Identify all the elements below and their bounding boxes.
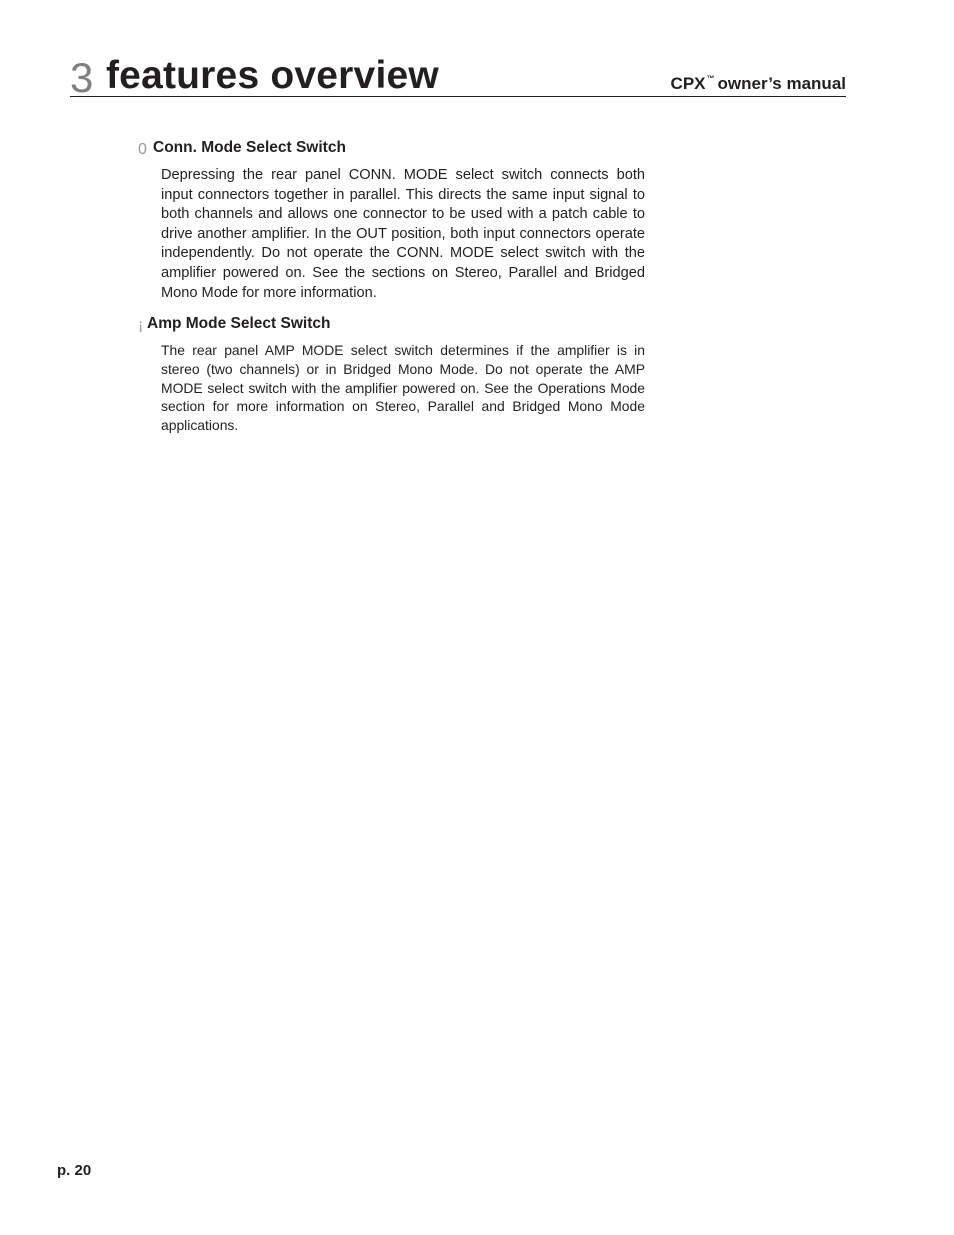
manual-suffix: owner’s manual (717, 74, 846, 93)
section-title: Conn. Mode Select Switch (153, 139, 346, 156)
section-heading (138, 138, 646, 160)
trademark-symbol: ™ (706, 74, 715, 83)
chapter-number: 3 (70, 54, 94, 101)
section-marker: ¡ (138, 317, 144, 334)
page-header (70, 54, 846, 101)
section-marker: 0 (138, 141, 147, 158)
section-body: Depressing the rear panel CONN. MODE select switch connects both input connectors together in parallel. This directs the same input signal to both channels and allows one connector to be used with a patch cable to drive another amplifier. In the OUT position, both input connectors operate independently. Do not operate the CONN. MODE select switch with the amplifier powered on. See the sections on Stereo, Parallel and Bridged Mono Mode for more information. (161, 167, 645, 301)
manual-brand: CPX (670, 74, 706, 93)
page-number: p. 20 (57, 1162, 92, 1179)
section-heading (138, 314, 646, 336)
section-conn-mode (138, 138, 646, 303)
section-body: The rear panel AMP MODE select switch determines if the amplifier is in stereo (two channels) or in Bridged Mono Mode. Do not operate the AMP MODE select switch with the amplifier powered on. See the Operations Mode section for more information on Stereo, Parallel and Bridged Mono Mode applications. (161, 342, 645, 434)
section-amp-mode (138, 314, 646, 435)
section-title: Amp Mode Select Switch (147, 315, 331, 332)
chapter-title: features overview (106, 54, 439, 97)
manual-title (671, 68, 846, 95)
